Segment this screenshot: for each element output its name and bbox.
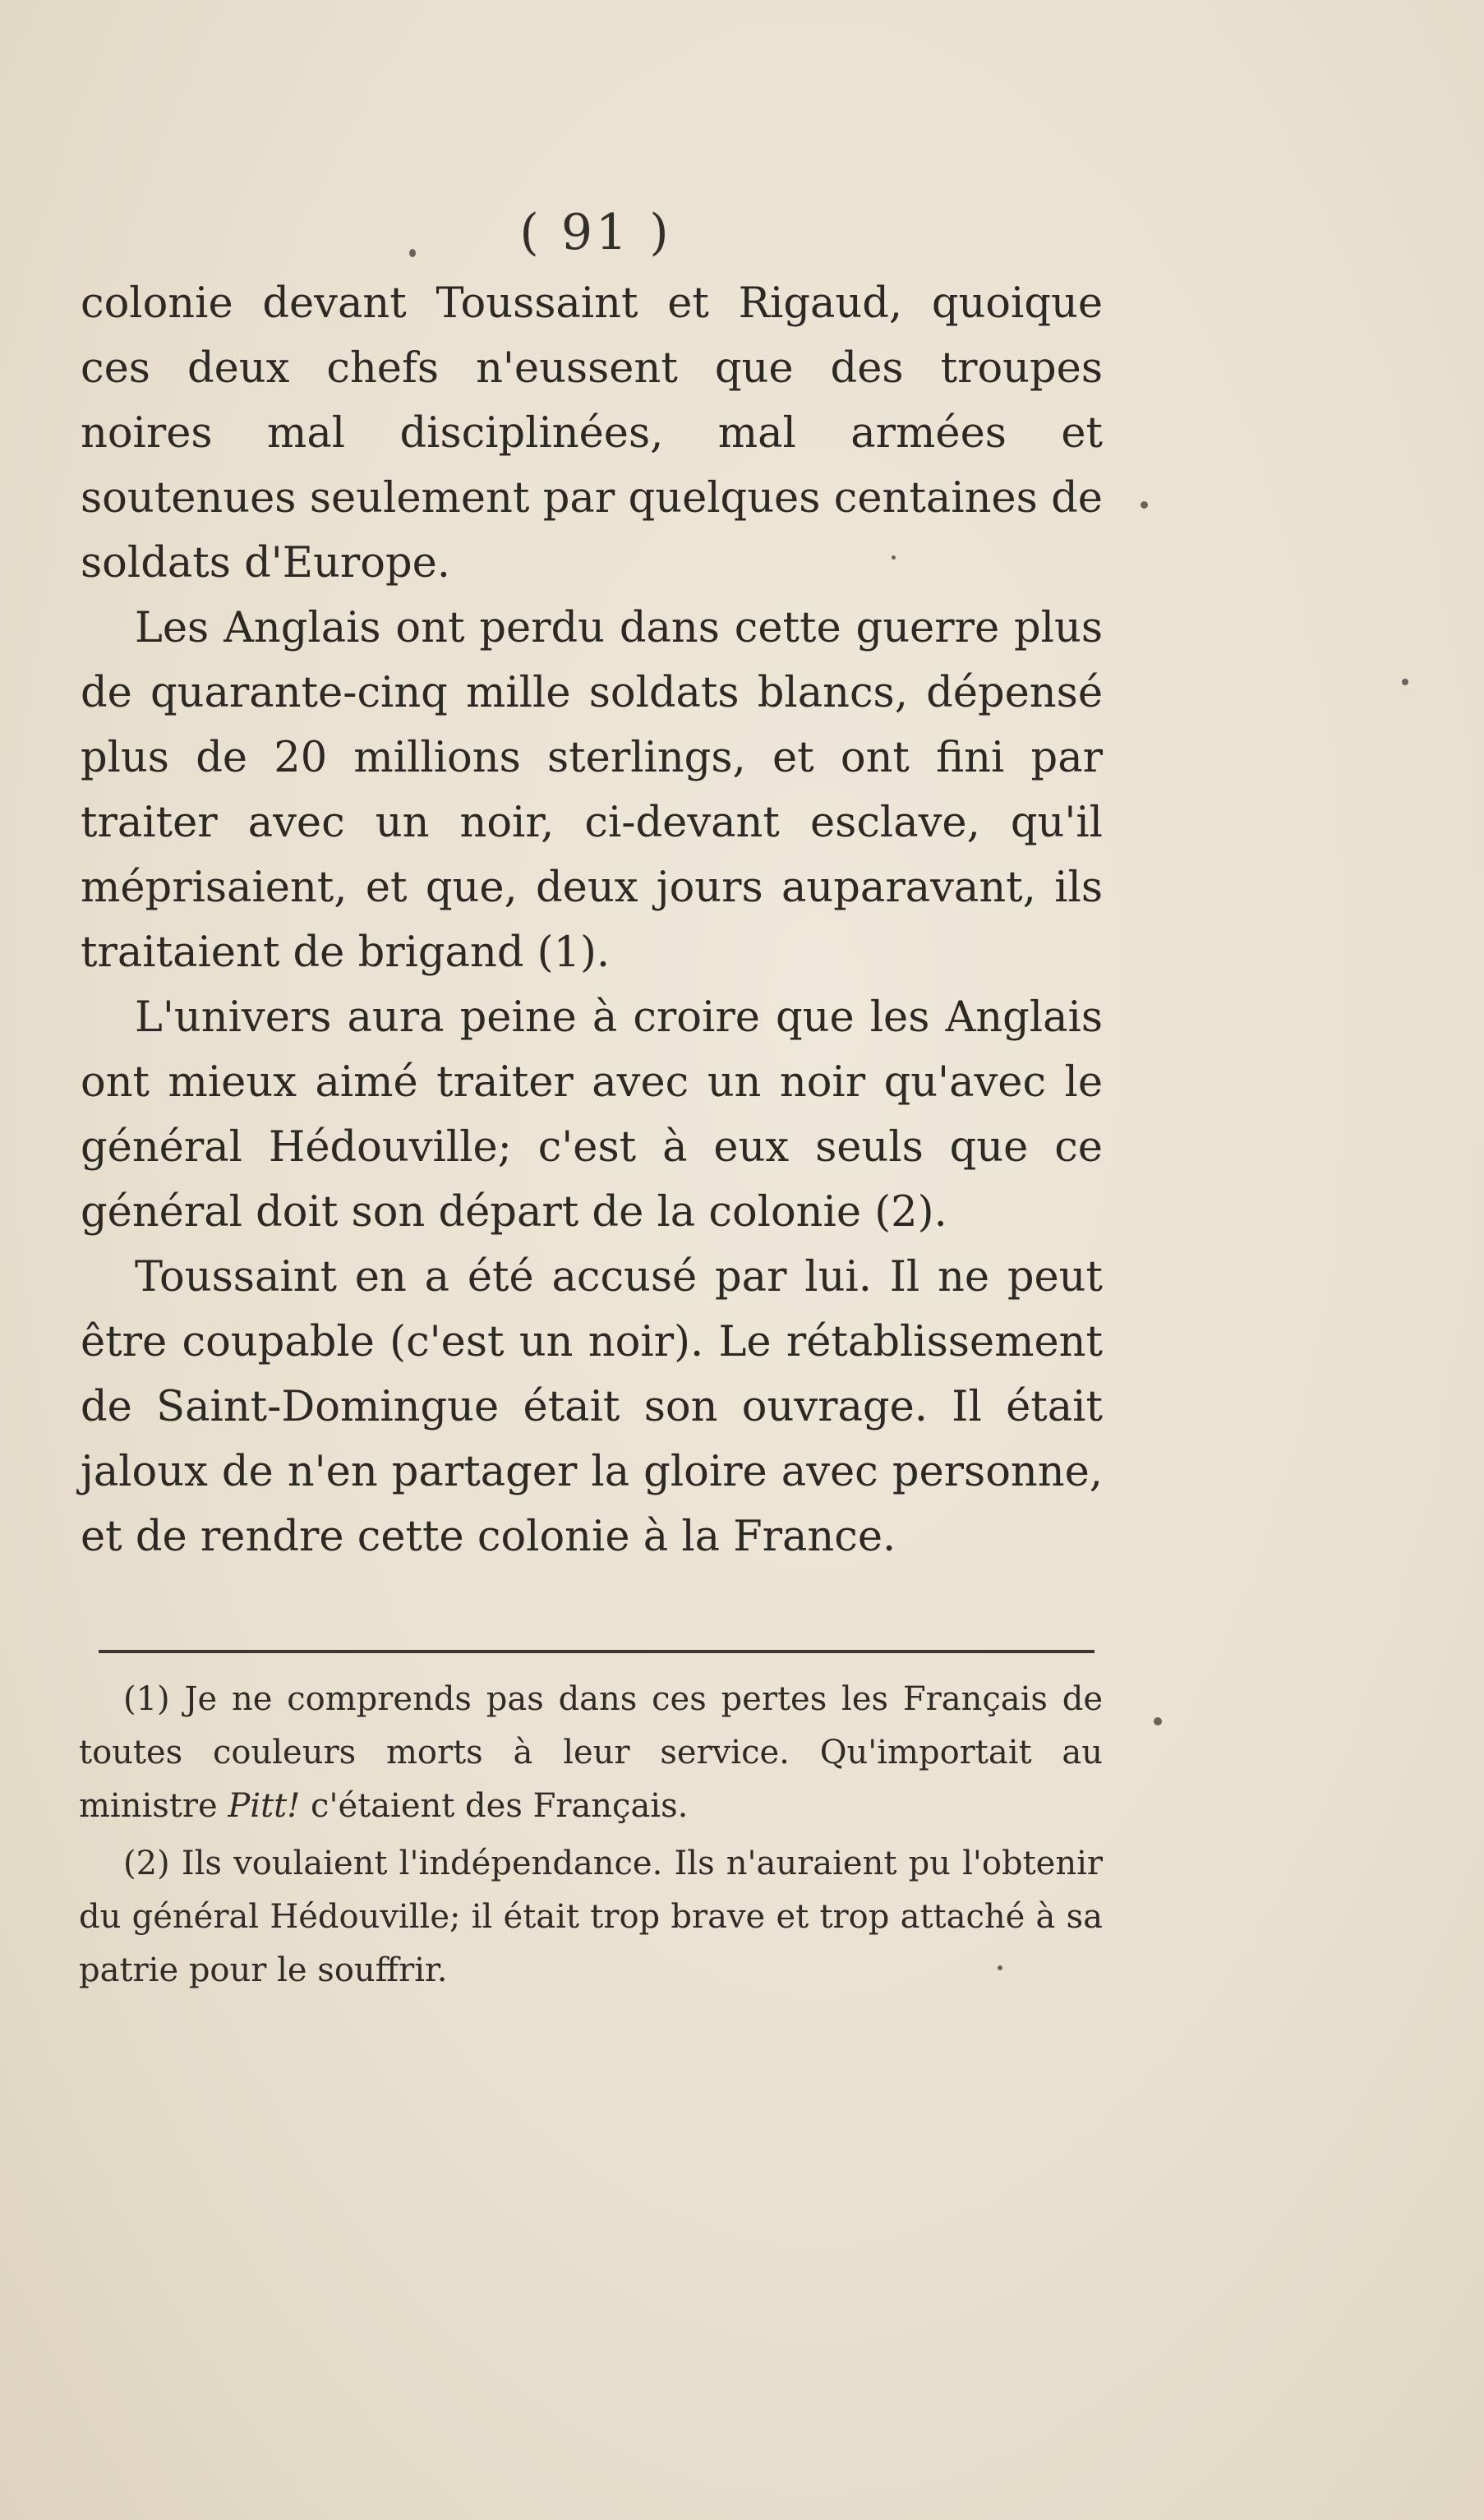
footnote-separator xyxy=(99,1650,1095,1653)
page-number: ( 91 ) xyxy=(519,204,672,261)
print-speck xyxy=(892,555,896,560)
print-speck xyxy=(1141,501,1148,509)
footnotes xyxy=(79,1673,1103,1997)
paragraph-1: colonie devant Toussaint et Rigaud, quoique ces deux chefs n'eussent que des troupes noires mal disciplinées, mal armées et soutenues seulement par quelques centaines de soldats d'Europe. xyxy=(81,279,1103,587)
paragraph-4: Toussaint en a été accusé par lui. Il ne peut être coupable (c'est un noir). Le rétablissement de Saint-Domingue était son ouvrage. Il était jaloux de n'en partager la gloire avec personne, et de rendre cette colonie à la France. xyxy=(81,1253,1103,1561)
footnote-2: (2) Ils voulaient l'indépendance. Ils n'auraient pu l'obtenir du général Hédouville; il était trop brave et trop attaché à sa patrie pour le souffrir. xyxy=(79,1845,1103,1989)
footnote-1-end: c'étaient des Français. xyxy=(300,1787,689,1825)
paragraph-3: L'univers aura peine à croire que les Anglais ont mieux aimé traiter avec un noir qu'avec le général Hédouville; c'est à eux seuls que ce général doit son départ de la colonie (2). xyxy=(81,993,1103,1237)
footnote-1-italic: Pitt! xyxy=(228,1787,301,1825)
print-speck xyxy=(998,1965,1002,1970)
print-speck xyxy=(409,249,416,257)
print-speck xyxy=(1154,1717,1162,1725)
footnote-1-text: (1) Je ne comprends pas dans ces pertes les Français de toutes couleurs morts à leur service. Qu'importait au ministre xyxy=(79,1680,1103,1825)
print-speck xyxy=(1402,679,1408,685)
main-text xyxy=(81,271,1103,1569)
footnote-1 xyxy=(79,1673,1103,1833)
paragraph-2: Les Anglais ont perdu dans cette guerre plus de quarante-cinq mille soldats blancs, dépensé plus de 20 millions sterlings, et ont fini par traiter avec un noir, ci-devant esclave, qu'il méprisaient, et que, deux jours auparavant, ils traitaient de brigand (1). xyxy=(81,604,1103,977)
